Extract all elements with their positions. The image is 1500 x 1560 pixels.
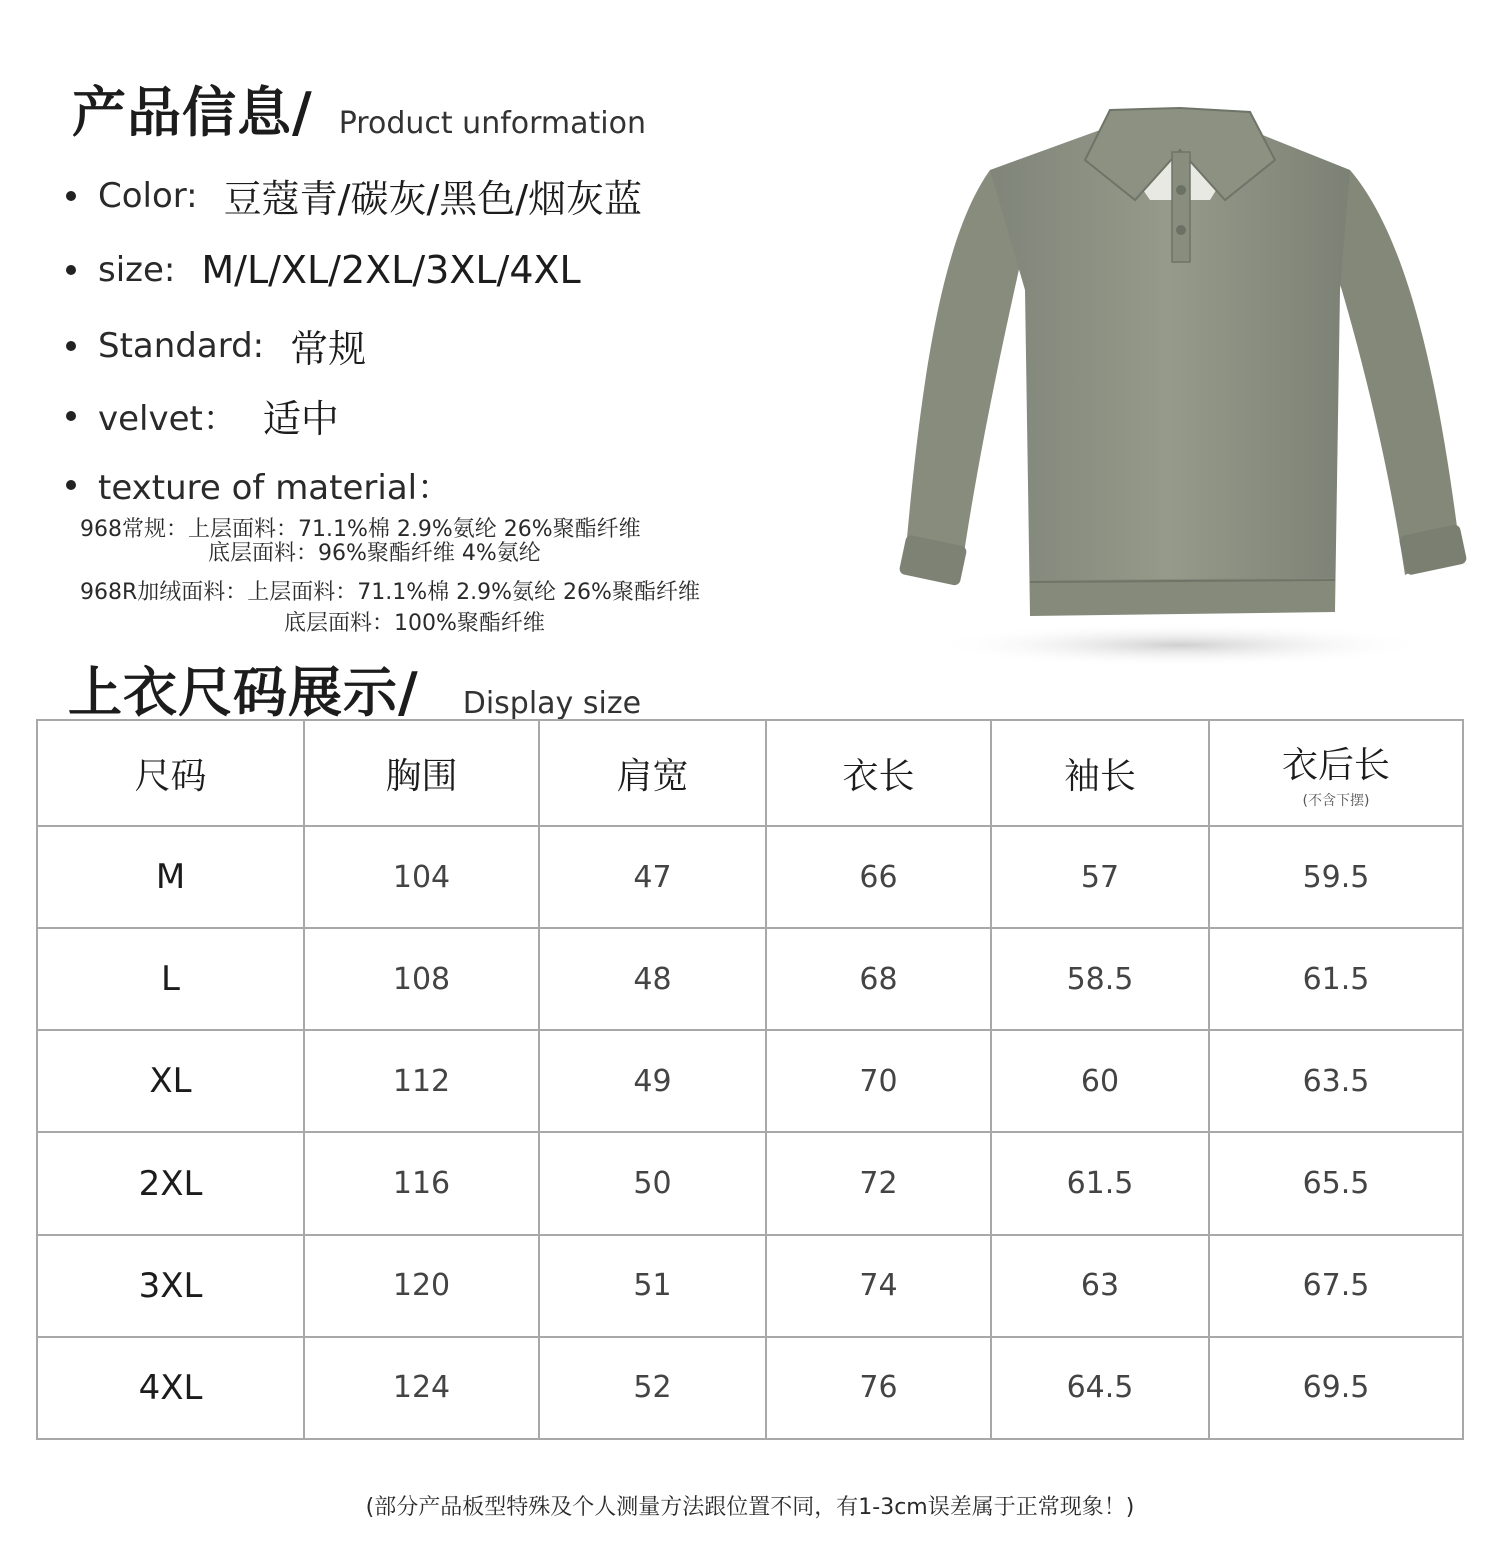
spec-size [66, 248, 581, 292]
cell-sleeve: 60 [991, 1030, 1209, 1132]
bullet-icon [66, 191, 76, 201]
cell-chest: 124 [304, 1337, 539, 1439]
cell-size: XL [37, 1030, 304, 1132]
cell-sleeve: 57 [991, 826, 1209, 928]
table-row [37, 1337, 1463, 1439]
cell-length: 70 [766, 1030, 991, 1132]
spec-standard [66, 318, 366, 373]
cell-sleeve: 61.5 [991, 1132, 1209, 1234]
product-info-title-en: Product unformation [338, 106, 646, 141]
cell-back-length: 65.5 [1209, 1132, 1463, 1234]
cell-length: 68 [766, 928, 991, 1030]
cell-back-length: 61.5 [1209, 928, 1463, 1030]
cell-shoulder: 52 [539, 1337, 766, 1439]
header-size: 尺码 [37, 720, 304, 826]
header-back-length-label: 衣后长 [1281, 744, 1390, 786]
cell-back-length: 59.5 [1209, 826, 1463, 928]
cell-size: 2XL [37, 1132, 304, 1234]
spec-color-label: Color: [98, 175, 198, 216]
material-968r-line1: 968R加绒面料：上层面料：71.1%棉 2.9%氨纶 26%聚酯纤维 [80, 580, 700, 605]
spec-material-label: texture of material： [98, 468, 452, 508]
cell-chest: 112 [304, 1030, 539, 1132]
size-section-title-cn: 上衣尺码展示/ [68, 661, 419, 724]
bullet-icon [66, 411, 76, 421]
header-shoulder: 肩宽 [539, 720, 766, 826]
header-length: 衣长 [766, 720, 991, 826]
material-968-line2: 底层面料：96%聚酯纤维 4%氨纶 [208, 541, 541, 566]
spec-velvet [66, 388, 339, 443]
spec-standard-label: Standard: [98, 325, 265, 366]
spec-size-value: M/L/XL/2XL/3XL/4XL [201, 248, 581, 292]
cell-length: 74 [766, 1235, 991, 1337]
spec-color [66, 168, 642, 223]
bullet-icon [66, 265, 76, 275]
spec-velvet-label: velvet： [98, 399, 237, 439]
spec-standard-value: 常规 [290, 327, 367, 371]
material-968-line1: 968常规：上层面料：71.1%棉 2.9%氨纶 26%聚酯纤维 [80, 517, 641, 542]
spec-color-value: 豆蔻青/碳灰/黑色/烟灰蓝 [223, 177, 643, 221]
cell-chest: 108 [304, 928, 539, 1030]
cell-size: L [37, 928, 304, 1030]
cell-shoulder: 48 [539, 928, 766, 1030]
spec-velvet-value: 适中 [262, 397, 339, 441]
table-header-row [37, 720, 1463, 826]
product-info-heading [72, 70, 646, 147]
cell-chest: 116 [304, 1132, 539, 1234]
cell-sleeve: 63 [991, 1235, 1209, 1337]
measurement-disclaimer: (部分产品板型特殊及个人测量方法跟位置不同，有1-3cm误差属于正常现象！) [365, 1495, 1135, 1520]
cell-chest: 104 [304, 826, 539, 928]
cell-back-length: 63.5 [1209, 1030, 1463, 1132]
cell-shoulder: 50 [539, 1132, 766, 1234]
cell-size: M [37, 826, 304, 928]
cell-back-length: 67.5 [1209, 1235, 1463, 1337]
cell-length: 66 [766, 826, 991, 928]
cell-sleeve: 58.5 [991, 928, 1209, 1030]
size-section-heading [68, 650, 641, 727]
table-row [37, 928, 1463, 1030]
spec-material [66, 460, 451, 509]
material-968r-line2: 底层面料：100%聚酯纤维 [284, 611, 545, 636]
table-row [37, 826, 1463, 928]
cell-shoulder: 47 [539, 826, 766, 928]
cell-length: 72 [766, 1132, 991, 1234]
cell-length: 76 [766, 1337, 991, 1439]
cell-size: 4XL [37, 1337, 304, 1439]
cell-chest: 120 [304, 1235, 539, 1337]
table-row [37, 1132, 1463, 1234]
header-back-length [1209, 720, 1463, 826]
shirt-image [880, 90, 1480, 680]
cell-shoulder: 49 [539, 1030, 766, 1132]
bullet-icon [66, 480, 76, 490]
cell-shoulder: 51 [539, 1235, 766, 1337]
long-sleeve-polo-shirt-icon [880, 90, 1480, 680]
table-row [37, 1235, 1463, 1337]
size-table [36, 719, 1464, 1440]
spec-size-label: size: [98, 250, 176, 290]
product-info-title-cn: 产品信息/ [72, 81, 313, 144]
size-section-title-en: Display size [462, 686, 642, 721]
header-sleeve: 袖长 [991, 720, 1209, 826]
table-row [37, 1030, 1463, 1132]
cell-sleeve: 64.5 [991, 1337, 1209, 1439]
cell-back-length: 69.5 [1209, 1337, 1463, 1439]
header-back-length-note: (不含下摆) [1302, 792, 1370, 809]
cell-size: 3XL [37, 1235, 304, 1337]
bullet-icon [66, 341, 76, 351]
header-chest: 胸围 [304, 720, 539, 826]
